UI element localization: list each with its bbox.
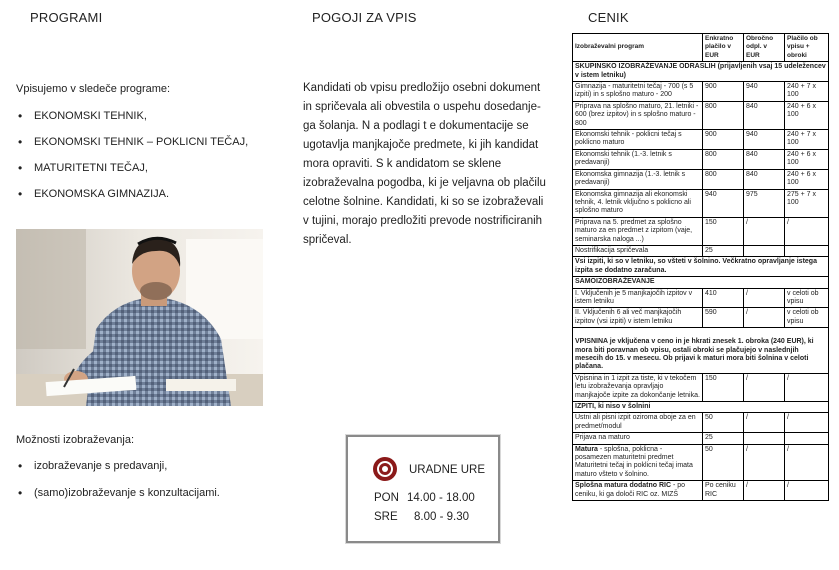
office-hours-box [346, 435, 500, 543]
student-studying-image [16, 229, 263, 406]
cell: 410 [703, 288, 744, 308]
table-row [573, 82, 829, 102]
cell: / [744, 444, 785, 481]
program-item: • EKONOMSKA GIMNAZIJA. [16, 187, 286, 213]
note: Vsi izpiti, ki so v letniku, so všteti v šolnino. Večkratno opravljanje istega izpita se dodatno zaračuna. [573, 257, 829, 277]
cell: 25 [703, 245, 744, 256]
table-row [573, 217, 829, 245]
text-line: ugotavlja manjkajoče predmete, ki jih kandidat [303, 139, 539, 151]
table-row [573, 373, 829, 401]
cell [744, 433, 785, 444]
table-row [573, 413, 829, 433]
enrollment-conditions-text [303, 79, 548, 250]
hours-day-mon: PON [374, 492, 399, 504]
text-line: spričeval. [303, 234, 352, 246]
cell: 975 [744, 189, 785, 217]
table-row [573, 149, 829, 169]
text-line: celotne šolnine. Kandidati, ki so se izobraževali [303, 196, 544, 208]
cell: 240 + 7 x 100 [785, 82, 829, 102]
programs-list [16, 109, 286, 213]
cell: 900 [703, 130, 744, 150]
table-row [573, 245, 829, 256]
cell: 840 [744, 169, 785, 189]
text-line: in spričevala ali obvestila o uspehu dosedanje- [303, 101, 541, 113]
table-row [573, 189, 829, 217]
cell: / [744, 481, 785, 501]
hours-time-mon: 14.00 - 18.00 [407, 492, 475, 504]
col-header: Enkratno plačilo v EUR [703, 34, 744, 62]
cell: 50 [703, 444, 744, 481]
cell: Priprava na splošno maturo, 21. letniki - 600 (brez izpitov) in s splošno maturo - 800 [573, 101, 703, 129]
cell: Nostrifikacija spričevala [573, 245, 703, 256]
cell [785, 245, 829, 256]
student-photo [16, 229, 263, 406]
cell: / [744, 288, 785, 308]
cell: 240 + 6 x 100 [785, 149, 829, 169]
cell: Po ceniku RIC [703, 481, 744, 501]
cell: 940 [744, 82, 785, 102]
cell: v celoti ob vpisu [785, 308, 829, 328]
cell: 25 [703, 433, 744, 444]
col-header: Obročno odpl. v EUR [744, 34, 785, 62]
hours-time-wed: 8.00 - 9.30 [414, 511, 469, 523]
cell: 940 [703, 189, 744, 217]
modes-title: Možnosti izobraževanja: [16, 434, 135, 446]
mode-item: • izobraževanje s predavanji, [16, 459, 286, 486]
table-row [573, 308, 829, 328]
table-row [573, 433, 829, 444]
cell: Ekonomska gimnazija (1.-3. letnik s predavanji) [573, 169, 703, 189]
table-row [573, 101, 829, 129]
school-emblem-icon [373, 457, 397, 481]
table-header-row [573, 34, 829, 62]
col-header: Izobraževalni program [573, 34, 703, 62]
mode-item: • (samo)izobraževanje s konzultacijami. [16, 486, 286, 513]
cell: Ekonomski tehnik (1.-3. letnik s predavanji) [573, 149, 703, 169]
cell: 840 [744, 101, 785, 129]
cell: / [744, 217, 785, 245]
ric-desc: - po ceniku, ki ga določi RIC oz. MIZŠ [575, 482, 686, 498]
cell: Ekonomski tehnik - poklicni tečaj s poklicno maturo [573, 130, 703, 150]
cell: 150 [703, 373, 744, 401]
note: VPISNINA je vključena v ceno in je hkrati znesek 1. obroka (240 EUR), ki mora biti poravnan ob vpisu, ostali obroki se plačujejo v naslednjih mesecih do 15. v mesecu. Ob prijavi k maturi mora biti šolnina v celoti plačana. [573, 328, 829, 374]
cell: / [785, 217, 829, 245]
cell: / [785, 373, 829, 401]
cell: v celoti ob vpisu [785, 288, 829, 308]
matura-label: Matura [575, 445, 598, 453]
table-row [573, 481, 829, 501]
note-row [573, 328, 829, 374]
cell: 240 + 6 x 100 [785, 101, 829, 129]
cell: / [785, 481, 829, 501]
header-programi: PROGRAMI [30, 10, 103, 25]
price-table [572, 33, 829, 501]
programs-intro: Vpisujemo v sledeče programe: [16, 83, 171, 95]
table-row [573, 130, 829, 150]
cell: / [744, 308, 785, 328]
table-row [573, 169, 829, 189]
text-line: mora opraviti. S k andidatom se sklene [303, 158, 502, 170]
note-row [573, 257, 829, 277]
cell: 50 [703, 413, 744, 433]
cell: / [785, 444, 829, 481]
program-item: • EKONOMSKI TEHNIK – POKLICNI TEČAJ, [16, 135, 286, 161]
cell: Priprava na 5. predmet za splošno maturo za en predmet z izpitom (vaje, seminarska naloga ...) [573, 217, 703, 245]
cell: 800 [703, 169, 744, 189]
cell: 900 [703, 82, 744, 102]
table-row [573, 444, 829, 481]
cell: Prijava na maturo [573, 433, 703, 444]
cell: Ustni ali pisni izpit oziroma oboje za en predmet/modul [573, 413, 703, 433]
section-row [573, 277, 829, 288]
cell [744, 245, 785, 256]
section-heading: SAMOIZOBRAŽEVANJE [573, 277, 829, 288]
header-cenik: CENIK [588, 10, 629, 25]
cell [785, 433, 829, 444]
program-item: • MATURITETNI TEČAJ, [16, 161, 286, 187]
modes-list [16, 459, 286, 513]
text-line: ga šolanja. N a podlagi t e dokumentacije se [303, 120, 529, 132]
cell: 275 + 7 x 100 [785, 189, 829, 217]
cell: 840 [744, 149, 785, 169]
header-pogoji: POGOJI ZA VPIS [312, 10, 417, 25]
text-line: v tujini, morajo predložiti prevode nostrificiranih [303, 215, 543, 227]
table-row [573, 288, 829, 308]
cell: / [785, 413, 829, 433]
cell: 150 [703, 217, 744, 245]
cell: / [744, 373, 785, 401]
text-line: Kandidati ob vpisu predložijo osebni dokument [303, 82, 541, 94]
cell: 590 [703, 308, 744, 328]
section-row [573, 62, 829, 82]
price-table-wrapper [572, 33, 829, 501]
text-line: izobraževalna pogodba, ki je veljavna ob plačilu [303, 177, 546, 189]
section-heading: IZPITI, ki niso v šolnini [573, 402, 829, 413]
cell: 800 [703, 101, 744, 129]
matura-desc: - splošna, poklicna - posamezen maturitetni predmet Maturitetni tečaj in poklicni tečaj imata maturo všteto v šolnino. [575, 445, 693, 478]
col-header: Plačilo ob vpisu + obroki [785, 34, 829, 62]
program-item: • EKONOMSKI TEHNIK, [16, 109, 286, 135]
cell: 240 + 7 x 100 [785, 130, 829, 150]
hours-day-wed: SRE [374, 511, 398, 523]
cell [573, 444, 703, 481]
cell: 940 [744, 130, 785, 150]
cell: Ekonomska gimnazija ali ekonomski tehnik, 4. letnik vključno s poklicno ali splošno maturo [573, 189, 703, 217]
cell: Gimnazija - maturitetni tečaj - 700 (s 5 izpiti) in s splošno maturo - 200 [573, 82, 703, 102]
cell: II. Vključenih 6 ali več manjkajočih izpitov (vsi izpiti) v istem letniku [573, 308, 703, 328]
office-hours-title: URADNE URE [409, 464, 486, 476]
cell: / [744, 413, 785, 433]
cell: 240 + 6 x 100 [785, 169, 829, 189]
cell [573, 481, 703, 501]
cell: I. Vključenih je 5 manjkajočih izpitov v istem letniku [573, 288, 703, 308]
cell: 800 [703, 149, 744, 169]
section-heading: SKUPINSKO IZOBRAŽEVANJE ODRASLIH (prijavljenih vsaj 15 udeležencev v istem letniku) [573, 62, 829, 82]
cell: Vpisnina in 1 izpit za tiste, ki v tekočem letu izobraževanja opravljajo manjkajoče izpite za dokončanje letnika. [573, 373, 703, 401]
section-row [573, 402, 829, 413]
ric-label: Splošna matura dodatno RIC [575, 482, 672, 490]
